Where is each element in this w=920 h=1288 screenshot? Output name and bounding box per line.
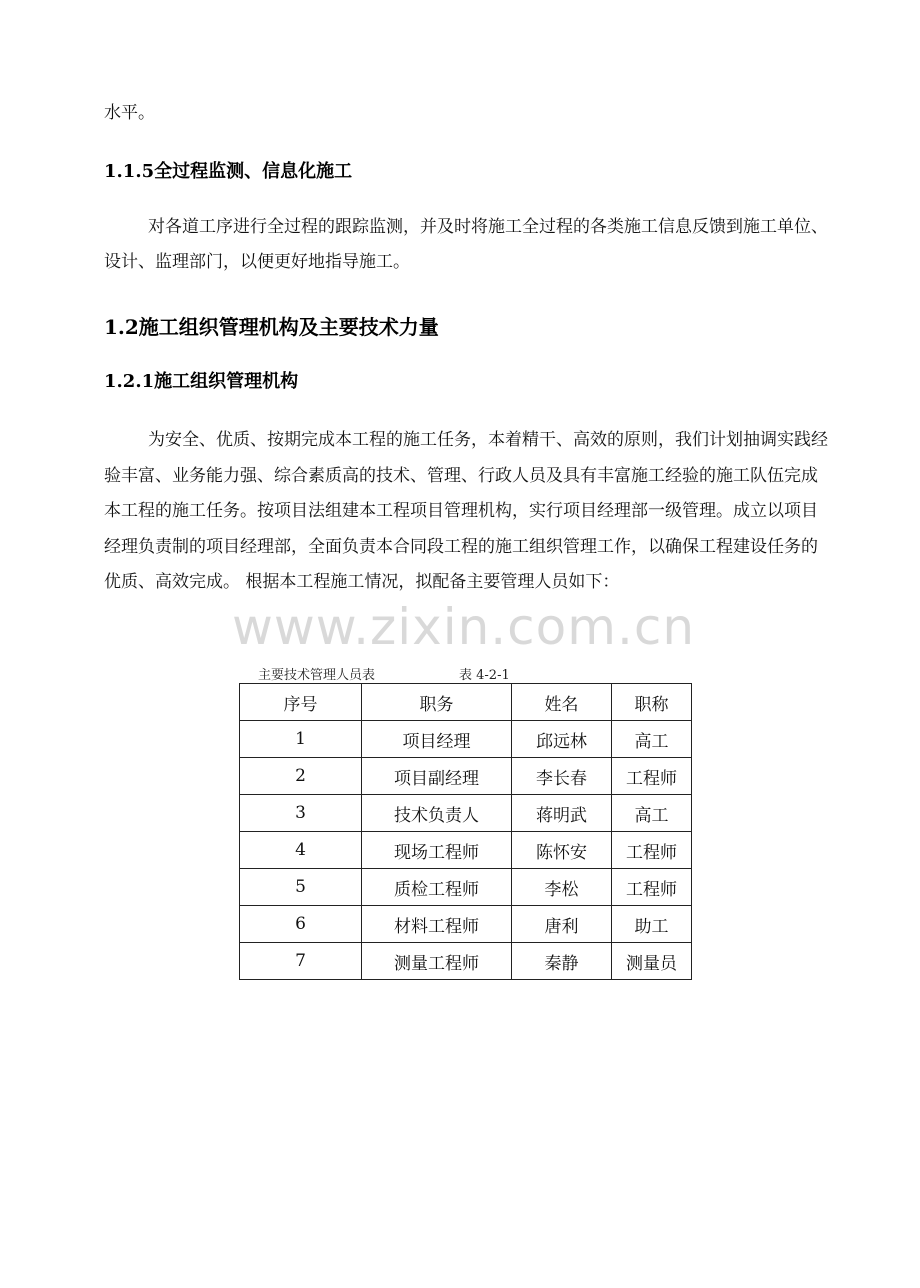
name-cell: 蒋明武 <box>512 795 612 832</box>
row-number-cell: 6 <box>240 906 362 943</box>
table-row <box>240 906 692 943</box>
table-row <box>240 758 692 795</box>
name-cell: 陈怀安 <box>512 832 612 869</box>
section-1-1-5-paragraph: 对各道工序进行全过程的跟踪监测，并及时将施工全过程的各类施工信息反馈到施工单位、设计、监理部门，以便更好地指导施工。 <box>104 217 828 272</box>
position-cell: 测量工程师 <box>362 943 512 980</box>
title-cell: 高工 <box>612 721 692 758</box>
name-cell: 邱远林 <box>512 721 612 758</box>
title-cell: 测量员 <box>612 943 692 980</box>
position-cell: 现场工程师 <box>362 832 512 869</box>
watermark: www.zixin.com.cn <box>232 598 696 656</box>
row-number-cell: 7 <box>240 943 362 980</box>
table-row <box>240 832 692 869</box>
table-title: 主要技术管理人员表 <box>258 668 376 683</box>
table-caption <box>258 664 510 683</box>
section-heading-1-2: 1.2施工组织管理机构及主要技术力量 <box>104 315 439 339</box>
row-number-cell: 2 <box>240 758 362 795</box>
header-cell: 姓名 <box>512 684 612 721</box>
position-cell: 项目副经理 <box>362 758 512 795</box>
name-cell: 李松 <box>512 869 612 906</box>
row-number-cell: 3 <box>240 795 362 832</box>
table-row <box>240 721 692 758</box>
title-cell: 工程师 <box>612 869 692 906</box>
row-number-cell: 5 <box>240 869 362 906</box>
section-1-2-1-paragraph: 为安全、优质、按期完成本工程的施工任务，本着精干、高效的原则，我们计划抽调实践经验丰富、业务能力强、综合素质高的技术、管理、行政人员及具有丰富施工经验的施工队伍完成本工程的施工任务。按项目法组建本工程项目管理机构，实行项目经理部一级管理。成立以项目经理负责制的项目经理部，全面负责本合同段工程的施工组织管理工作，以确保工程建设任务的优质、高效完成。 根据本工程施工情况，拟配备主要管理人员如下： <box>104 430 828 592</box>
title-cell: 高工 <box>612 795 692 832</box>
name-cell: 李长春 <box>512 758 612 795</box>
section-heading-1-1-5: 1.1.5全过程监测、信息化施工 <box>104 161 353 182</box>
table-number: 表 4-2-1 <box>459 668 510 683</box>
continued-paragraph: 水平。 <box>104 103 155 123</box>
name-cell: 唐利 <box>512 906 612 943</box>
table-row <box>240 869 692 906</box>
position-cell: 技术负责人 <box>362 795 512 832</box>
title-cell: 工程师 <box>612 758 692 795</box>
table-header-row <box>240 684 692 721</box>
table-row <box>240 943 692 980</box>
staff-table <box>239 683 692 980</box>
position-cell: 质检工程师 <box>362 869 512 906</box>
row-number-cell: 4 <box>240 832 362 869</box>
header-cell: 职称 <box>612 684 692 721</box>
section-heading-1-2-1: 1.2.1施工组织管理机构 <box>104 371 299 392</box>
name-cell: 秦静 <box>512 943 612 980</box>
title-cell: 工程师 <box>612 832 692 869</box>
position-cell: 材料工程师 <box>362 906 512 943</box>
row-number-cell: 1 <box>240 721 362 758</box>
header-cell: 序号 <box>240 684 362 721</box>
position-cell: 项目经理 <box>362 721 512 758</box>
title-cell: 助工 <box>612 906 692 943</box>
header-cell: 职务 <box>362 684 512 721</box>
table-row <box>240 795 692 832</box>
